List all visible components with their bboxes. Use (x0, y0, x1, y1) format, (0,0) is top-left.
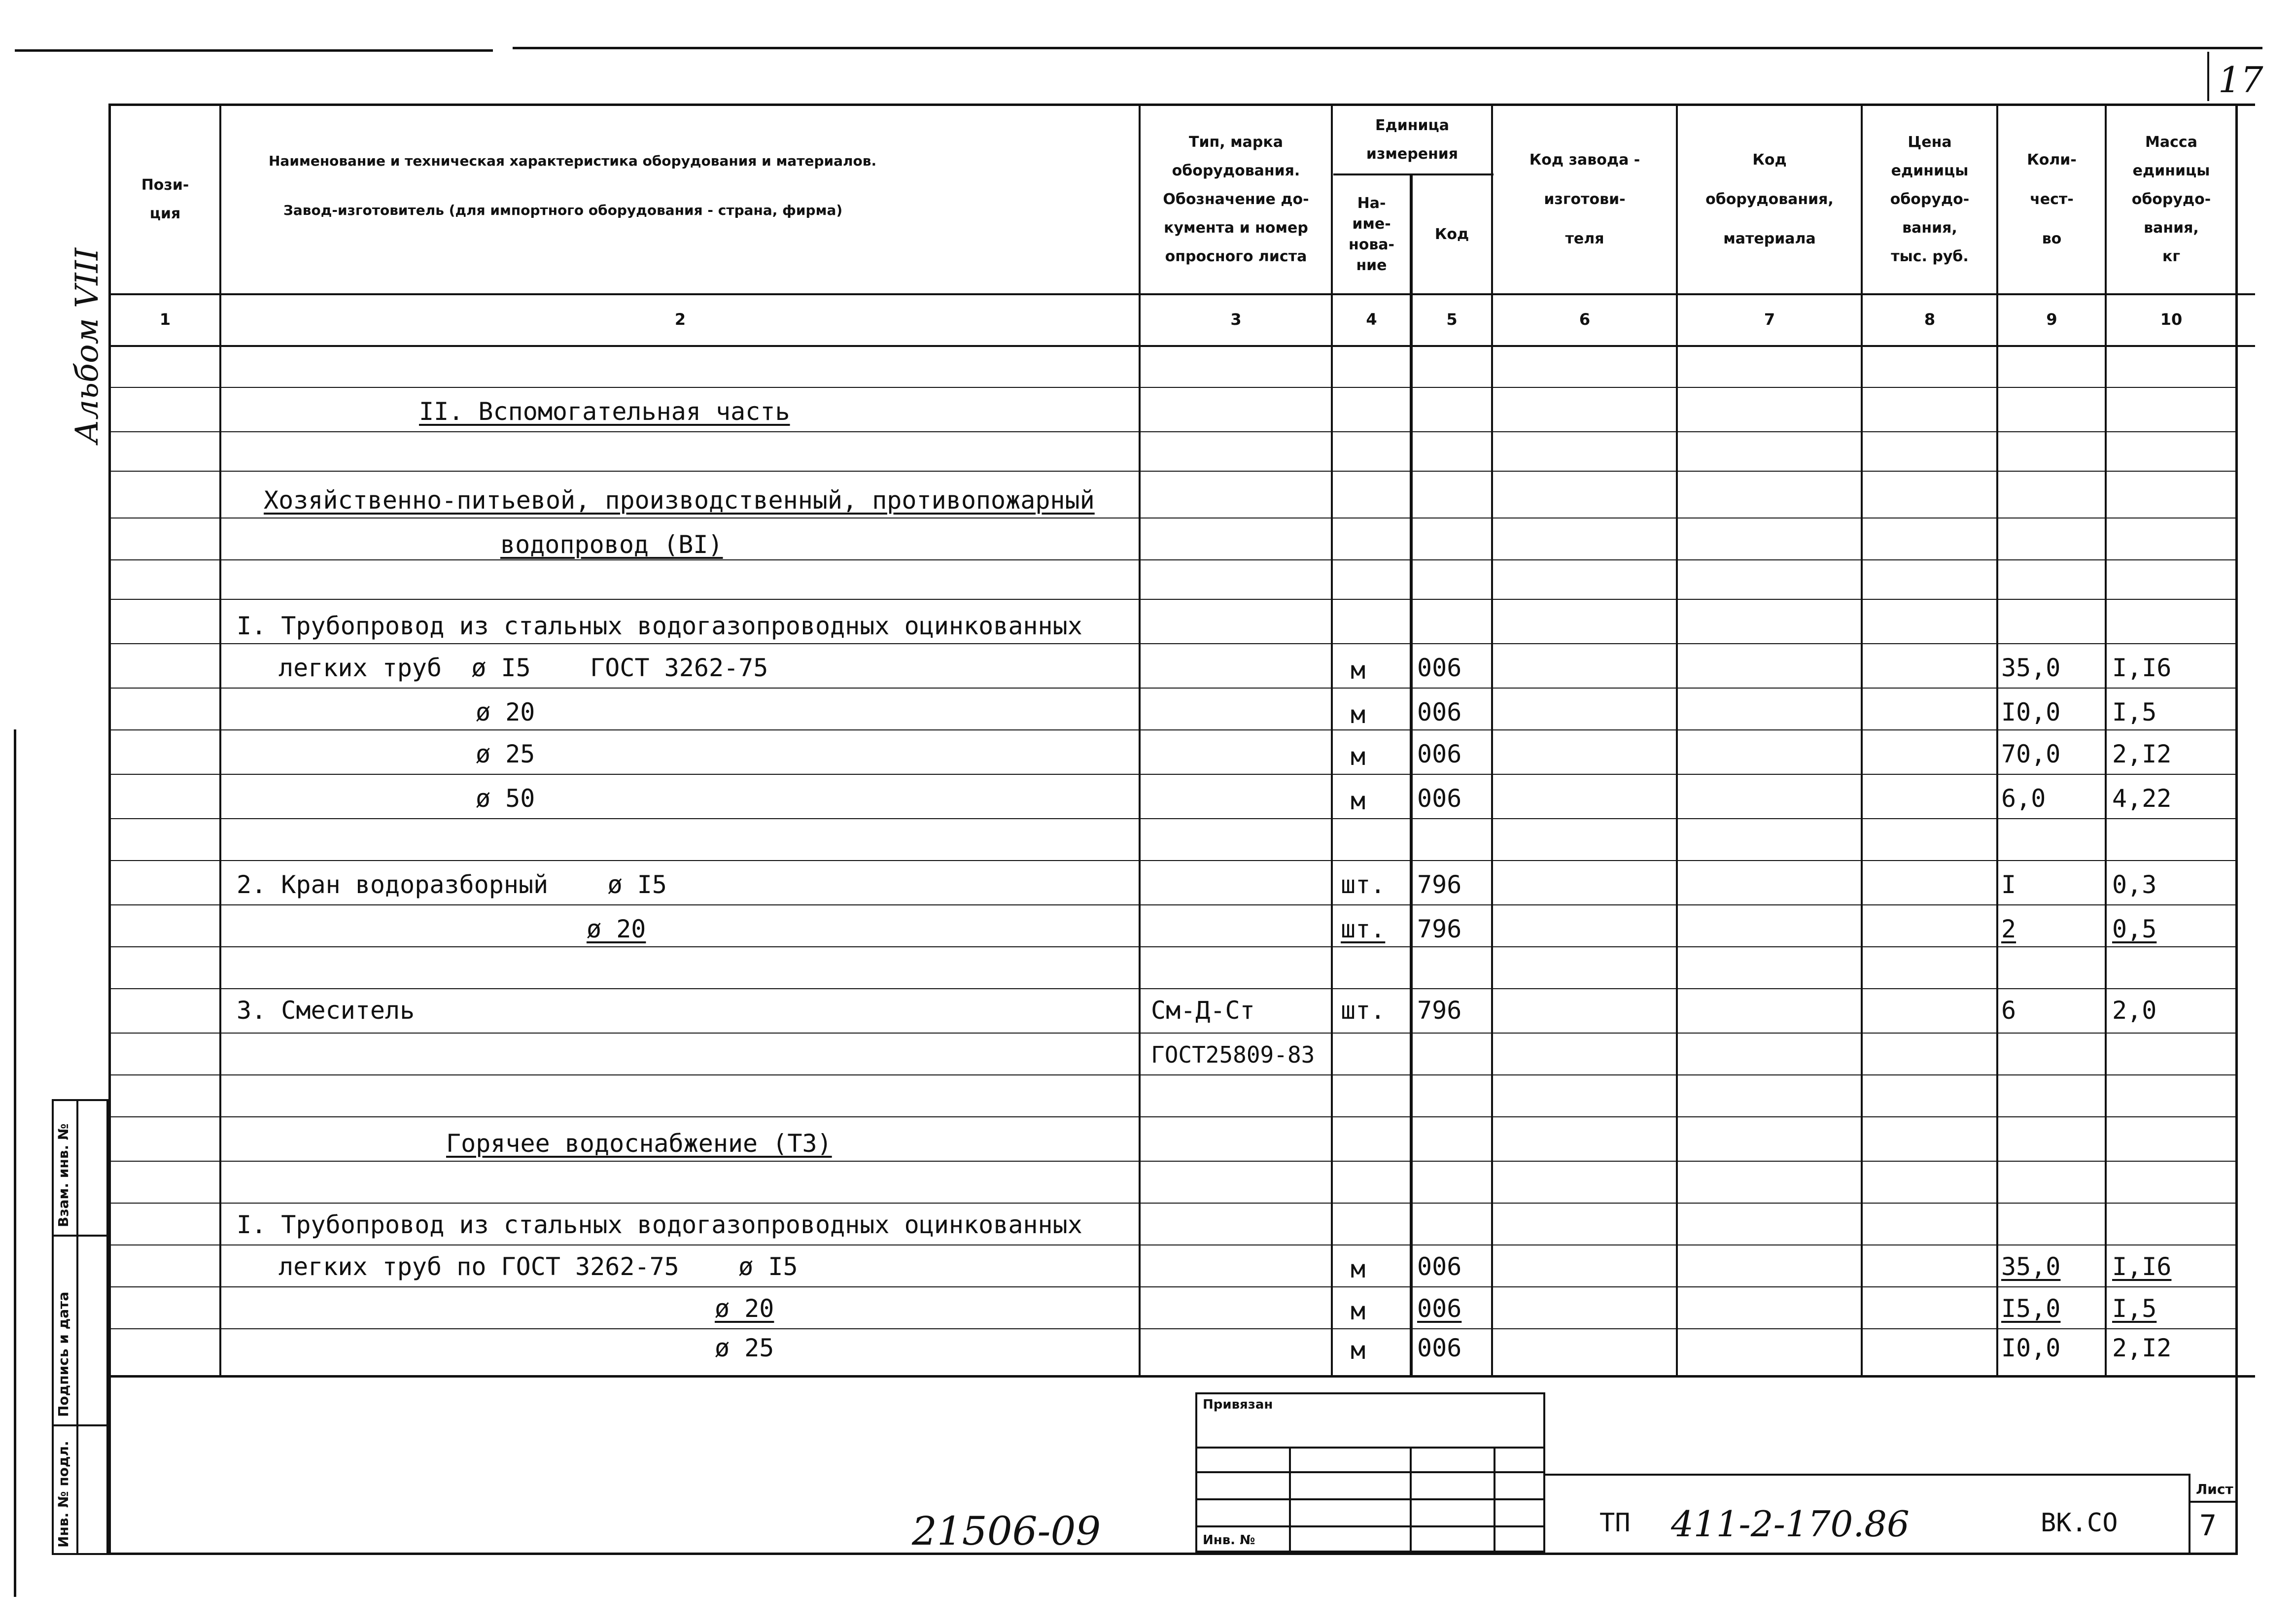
table-bottom-border (108, 1375, 2255, 1378)
row-line (108, 559, 2235, 560)
left-stamp-sep (52, 1235, 108, 1237)
row-line (108, 688, 2235, 689)
col-line-9 (2105, 104, 2107, 1375)
unit-code: 006 (1417, 1334, 1462, 1362)
row-line (108, 729, 2235, 730)
sheet-box-left (2189, 1474, 2190, 1555)
sheet-label: Лист (2196, 1481, 2233, 1497)
unit-code: 796 (1417, 915, 1462, 943)
item-description: ø 20 (587, 915, 646, 943)
row-line (108, 818, 2235, 819)
unit-code: 006 (1417, 654, 1462, 682)
row-line (108, 1033, 2235, 1034)
row-line (108, 599, 2235, 600)
unit-name: м (1351, 700, 1366, 729)
header-factory-code: Код завода - изготови- теля (1529, 151, 1640, 247)
row-line (108, 774, 2235, 775)
item-description: легких труб ø I5 ГОСТ 3262-75 (278, 654, 768, 682)
unit-group-divider (1333, 173, 1494, 175)
doc-code: ВК.СО (2041, 1508, 2118, 1538)
type-mark: См-Д-Ст (1151, 996, 1255, 1025)
unit-name: м (1351, 1336, 1366, 1365)
stamp-podpis-data: Подпись и дата (55, 1291, 71, 1417)
header-price: Цена единицы оборудо- вания, тыс. руб. (1890, 134, 1970, 265)
unit-name: м (1351, 1297, 1366, 1325)
mass: I,I6 (2112, 1252, 2172, 1281)
row-line (108, 946, 2235, 947)
album-label: Альбом VIII (69, 247, 105, 444)
col-number-10: 10 (2160, 310, 2183, 329)
unit-name: м (1351, 787, 1366, 815)
privyazan-label: Привязан (1203, 1397, 1273, 1412)
mass: I,5 (2112, 1294, 2157, 1323)
privyazan-row (1195, 1498, 1545, 1500)
unit-code: 006 (1417, 1294, 1462, 1323)
unit-code: 006 (1417, 698, 1462, 726)
col-number-3: 3 (1230, 310, 1242, 329)
item-description: ø 20 (715, 1294, 774, 1323)
sheet-box-divider (2189, 1501, 2238, 1503)
col-numbers-bottom-border (108, 345, 2255, 347)
col-line-8 (1996, 104, 1998, 1375)
page-number-box-left (2207, 52, 2209, 101)
unit-code: 796 (1417, 996, 1462, 1025)
privyazan-row (1195, 1447, 1545, 1449)
row-line (108, 1116, 2235, 1117)
unit-code: 006 (1417, 740, 1462, 768)
col-line-5 (1491, 104, 1493, 1375)
item-description: 2. Кран водоразборный ø I5 (237, 870, 667, 899)
quantity: I0,0 (2001, 1334, 2061, 1362)
quantity: 6,0 (2001, 784, 2046, 813)
header-unit-code: Код (1434, 226, 1469, 243)
col-line-6 (1676, 104, 1678, 1375)
privyazan-col (1494, 1447, 1495, 1553)
row-line (108, 387, 2235, 388)
quantity: I5,0 (2001, 1294, 2061, 1323)
stamp-vzam-inv: Взам. инв. № (55, 1123, 71, 1227)
unit-code: 006 (1417, 784, 1462, 813)
item-description: I. Трубопровод из стальных водогазопроводных оцинкованных (237, 612, 1082, 640)
header-mass: Масса единицы оборудо- вания, кг (2131, 134, 2211, 265)
row-line (108, 1328, 2235, 1329)
col-number-2: 2 (674, 310, 686, 329)
type-mark: ГОСТ25809-83 (1151, 1041, 1315, 1068)
col-number-8: 8 (1924, 310, 1936, 329)
mass: I,I6 (2112, 654, 2172, 682)
header-quantity: Коли- чест- во (2027, 151, 2077, 247)
title-top-line (1545, 1474, 2189, 1476)
mass: 2,I2 (2112, 740, 2172, 768)
quantity: I0,0 (2001, 698, 2061, 726)
privyazan-row (1195, 1525, 1545, 1527)
unit-name: шт. (1341, 996, 1386, 1025)
inv-no-label: Инв. № (1203, 1533, 1255, 1548)
unit-code: 006 (1417, 1252, 1462, 1281)
row-line (108, 904, 2235, 905)
header-type: Тип, марка оборудования. Обозначение до- кумента и номер опросного листа (1163, 134, 1309, 265)
row-line (108, 988, 2235, 989)
row-line (108, 431, 2235, 432)
col-line-2 (1139, 104, 1141, 1375)
row-line (108, 1074, 2235, 1075)
header-unit-group: Единица измерения (1366, 116, 1459, 163)
sheet-number: 7 (2199, 1509, 2217, 1542)
quantity: 2 (2001, 915, 2016, 943)
stamp-inv-podl: Инв. № подл. (55, 1441, 71, 1548)
subsystem-heading-line1: Хозяйственно-питьевой, производственный, противопожарный (264, 486, 1095, 515)
quantity: 35,0 (2001, 1252, 2061, 1281)
item-description: легких труб по ГОСТ 3262-75 ø I5 (278, 1252, 798, 1281)
col-number-5: 5 (1446, 310, 1458, 329)
col-number-7: 7 (1764, 310, 1775, 329)
col-line-3 (1331, 104, 1333, 1375)
mass: 2,I2 (2112, 1334, 2172, 1362)
item-description: I. Трубопровод из стальных водогазопроводных оцинкованных (237, 1210, 1082, 1239)
bottom-frame (108, 1553, 2238, 1555)
col-line-10 (2235, 104, 2238, 1555)
mass: 0,5 (2112, 915, 2157, 943)
mass: 2,0 (2112, 996, 2157, 1025)
left-stamp-divider (76, 1099, 78, 1555)
col-number-6: 6 (1579, 310, 1591, 329)
section-heading: II. Вспомогательная часть (419, 397, 790, 426)
subsystem-heading-line2: водопровод (BI) (500, 530, 723, 559)
privyazan-row (1195, 1471, 1545, 1473)
unit-name: м (1351, 742, 1366, 771)
row-line (108, 1286, 2235, 1287)
col-line-1 (219, 104, 221, 1375)
unit-name: шт. (1341, 915, 1386, 943)
row-line (108, 643, 2235, 644)
privyazan-col (1410, 1447, 1412, 1553)
mass: I,5 (2112, 698, 2157, 726)
col-number-9: 9 (2046, 310, 2057, 329)
left-margin-mark (14, 729, 16, 1597)
quantity: I (2001, 870, 2016, 899)
unit-name: м (1351, 656, 1366, 685)
item-description: 3. Смеситель (237, 996, 415, 1025)
quantity: 6 (2001, 996, 2016, 1025)
mass: 0,3 (2112, 870, 2157, 899)
header-equipment-code: Код оборудования, материала (1705, 151, 1834, 247)
top-rule-right (513, 47, 2262, 49)
header-position: Пози- ция (141, 176, 189, 222)
privyazan-col (1289, 1447, 1291, 1553)
col-line-7 (1861, 104, 1863, 1375)
item-description: ø 20 (476, 698, 535, 726)
header-unit-name: На- име- нова- ние (1348, 195, 1395, 274)
row-line (108, 860, 2235, 861)
unit-name: м (1351, 1255, 1366, 1283)
handwritten-number: 21506-09 (912, 1508, 1101, 1554)
project-number: 411-2-170.86 (1671, 1503, 1910, 1545)
mass: 4,22 (2112, 784, 2172, 813)
quantity: 35,0 (2001, 654, 2061, 682)
item-description: ø 50 (476, 784, 535, 813)
col-number-4: 4 (1366, 310, 1377, 329)
row-line (108, 1244, 2235, 1245)
item-description: ø 25 (476, 740, 535, 768)
left-stamp-sep (52, 1424, 108, 1426)
unit-code: 796 (1417, 870, 1462, 899)
quantity: 70,0 (2001, 740, 2061, 768)
tp-label: ТП (1599, 1508, 1631, 1538)
page-number-handwritten: 17 (2218, 59, 2263, 101)
header-name-line2: Завод-изготовитель (для импортного оборудования - страна, фирма) (283, 202, 843, 218)
top-rule-left (15, 49, 493, 52)
section-heading: Горячее водоснабжение (Т3) (446, 1129, 832, 1158)
unit-name: шт. (1341, 870, 1386, 899)
item-description: ø 25 (715, 1334, 774, 1362)
header-name-line1: Наименование и техническая характеристика оборудования и материалов. (269, 153, 877, 169)
row-line (108, 1161, 2235, 1162)
row-line (108, 1203, 2235, 1204)
row-line (108, 471, 2235, 472)
col-number-1: 1 (159, 310, 171, 329)
